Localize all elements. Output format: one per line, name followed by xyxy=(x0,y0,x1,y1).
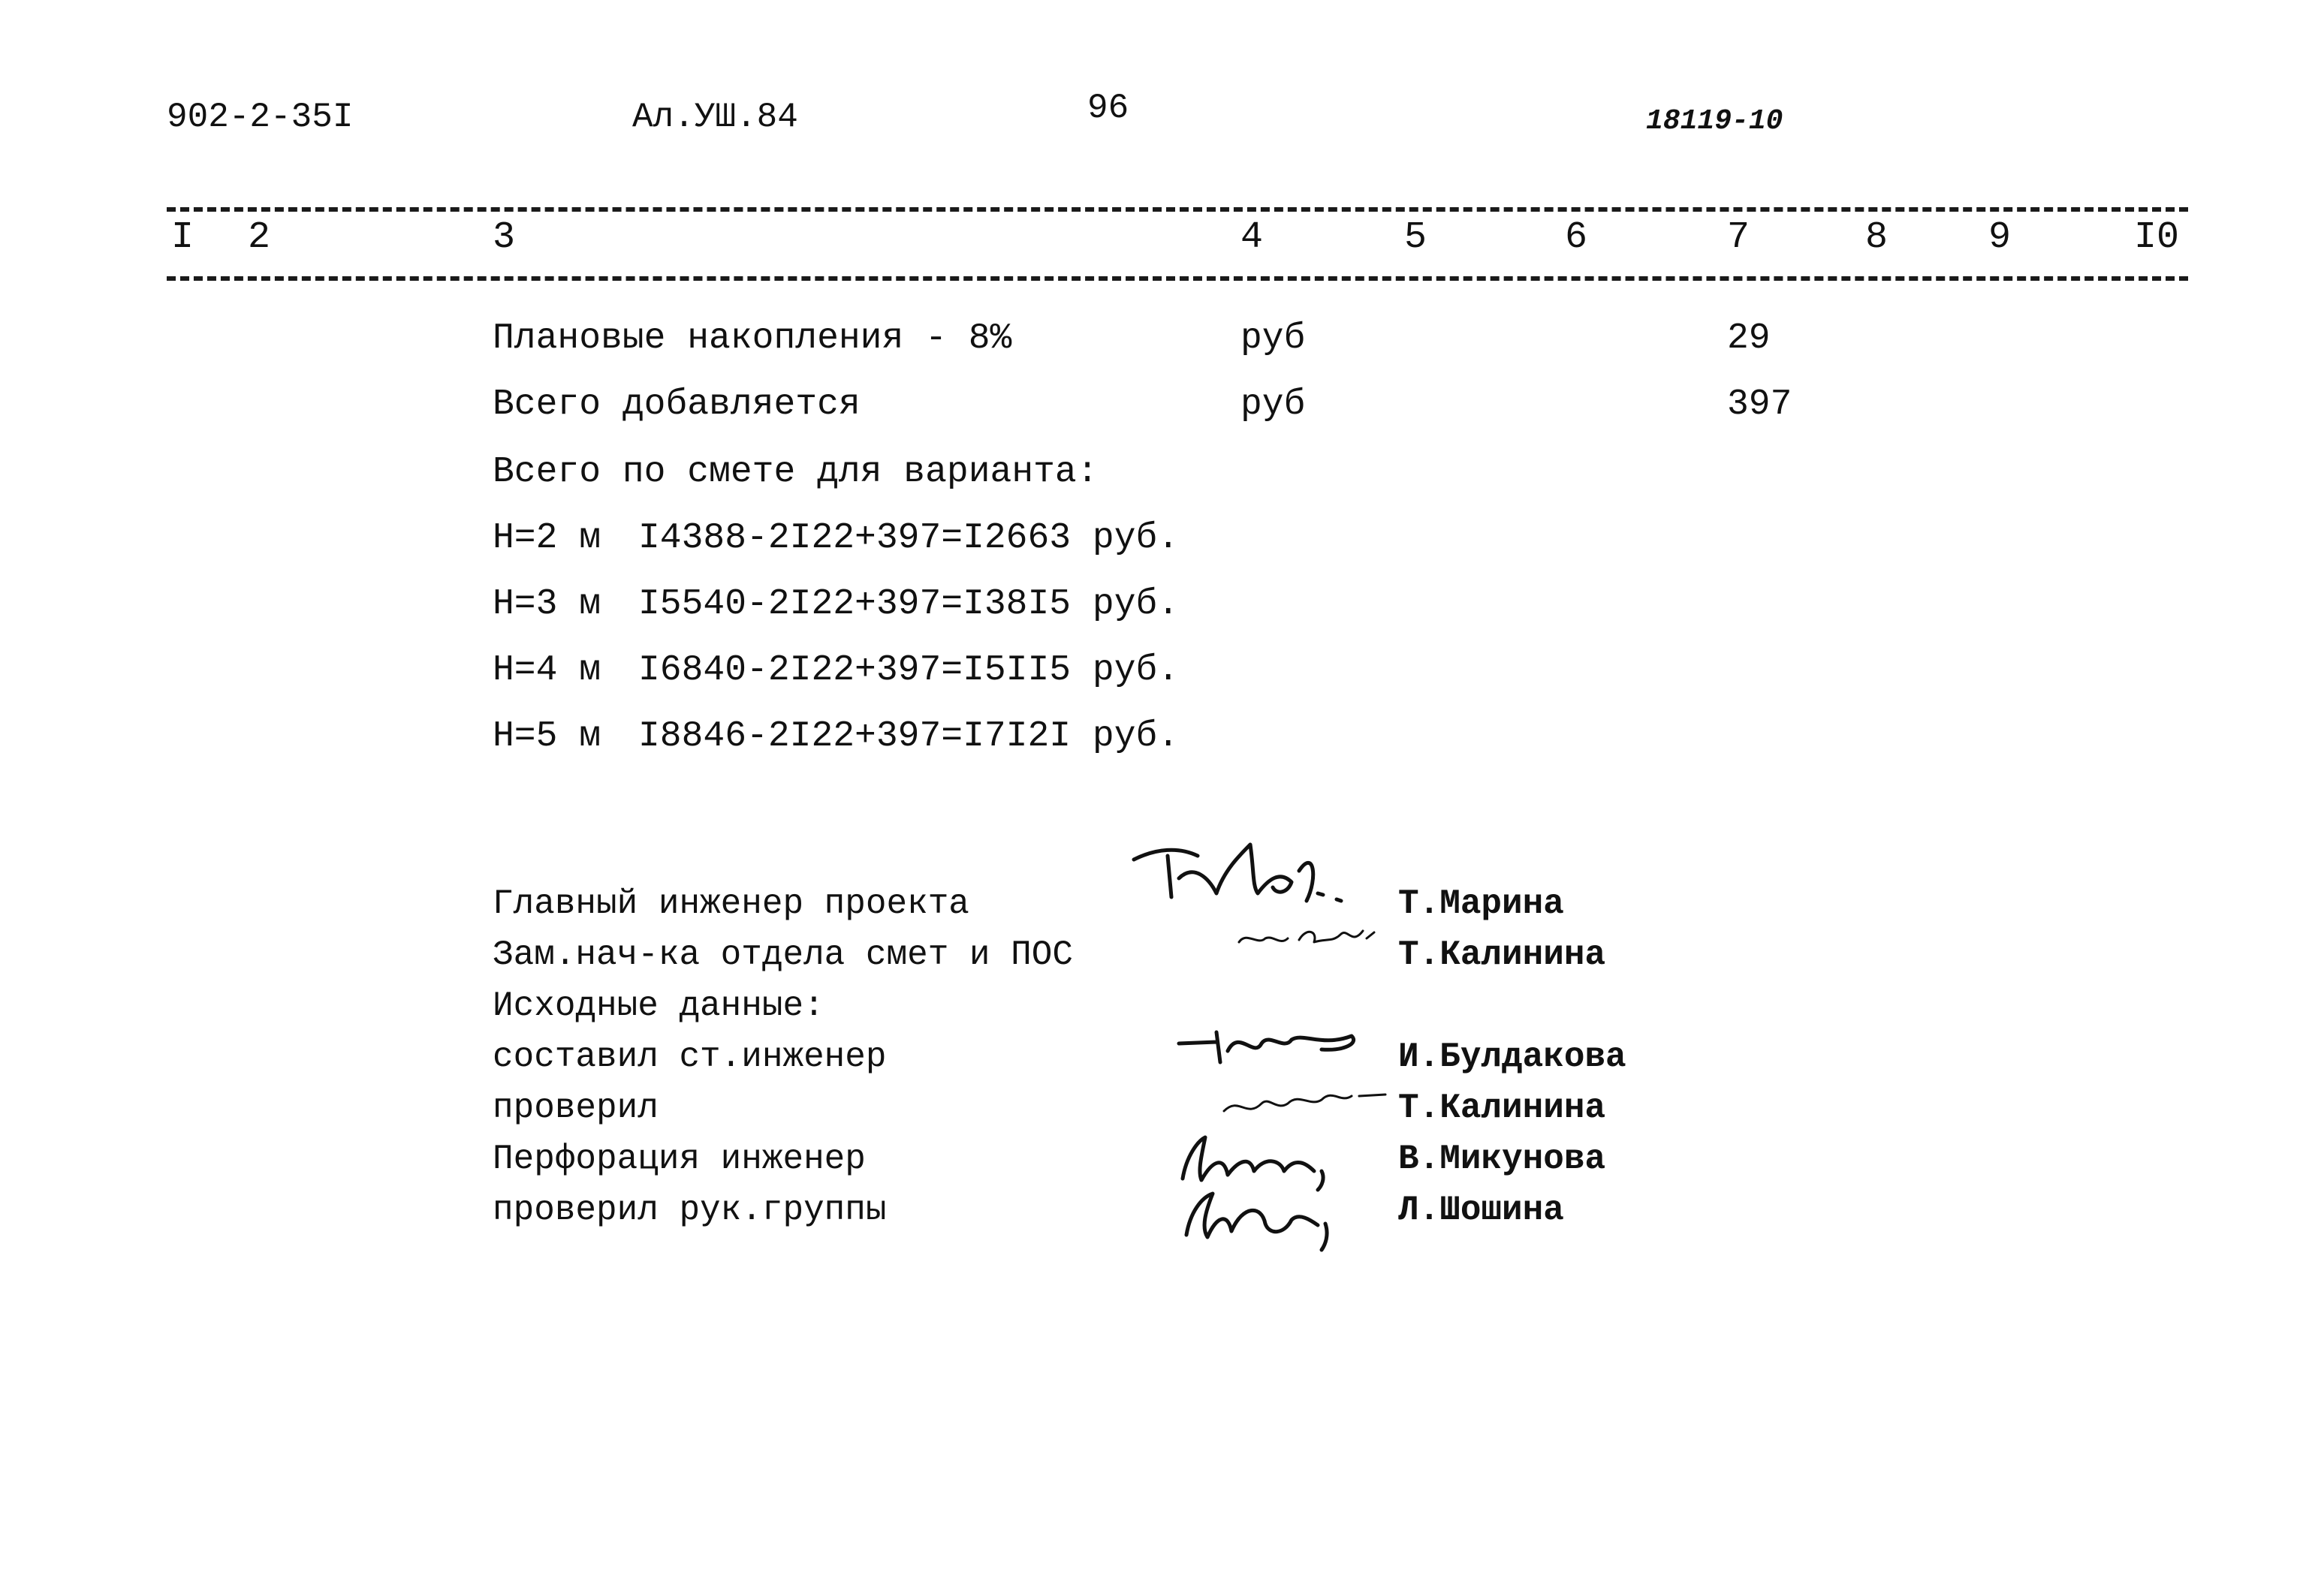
column-header-8: 8 xyxy=(1865,216,1889,259)
variant-calculation: I4388-2I22+397=I2663 руб. xyxy=(638,518,1180,559)
signature-role: Главный инженер проекта xyxy=(493,884,969,923)
signer-name: И.Булдакова xyxy=(1398,1037,1626,1077)
row-total-added-value: 397 xyxy=(1727,384,1792,425)
album-number: Ал.УШ.84 xyxy=(632,98,798,137)
variant-label: Н=2 м xyxy=(493,518,601,559)
row-planned-savings-value: 29 xyxy=(1727,318,1771,359)
signature-role: проверил xyxy=(493,1089,659,1128)
row-total-added-text: Всего добавляется xyxy=(493,384,861,425)
variant-calculation: I5540-2I22+397=I38I5 руб. xyxy=(638,584,1180,625)
column-header-5: 5 xyxy=(1404,216,1427,259)
column-header-7: 7 xyxy=(1727,216,1750,259)
column-header-6: 6 xyxy=(1565,216,1588,259)
handwritten-signature xyxy=(1126,826,1359,916)
signer-name: В.Микунова xyxy=(1398,1140,1606,1179)
row-planned-savings-text: Плановые накопления - 8% xyxy=(493,318,1012,359)
signature-role: Перфорация инженер xyxy=(493,1140,866,1179)
variant-label: Н=3 м xyxy=(493,584,601,625)
signer-name: Т.Марина xyxy=(1398,884,1564,923)
total-heading: Всего по смете для варианта: xyxy=(493,452,1099,492)
column-header-9: 9 xyxy=(1988,216,2012,259)
signer-name: Т.Калинина xyxy=(1398,935,1606,974)
registration-stamp: 18119-10 xyxy=(1646,105,1783,137)
column-header-1: I xyxy=(171,216,194,259)
signer-name: Т.Калинина xyxy=(1398,1089,1606,1128)
variant-calculation: I8846-2I22+397=I7I2I руб. xyxy=(638,716,1180,757)
variant-label: Н=4 м xyxy=(493,650,601,691)
column-header-3: 3 xyxy=(493,216,516,259)
variant-calculation: I6840-2I22+397=I5II5 руб. xyxy=(638,650,1180,691)
handwritten-signature xyxy=(1171,1021,1367,1074)
handwritten-signature xyxy=(1231,916,1382,961)
row-total-added-unit: руб xyxy=(1240,384,1306,425)
signature-role: проверил рук.группы xyxy=(493,1191,887,1230)
document-code: 902-2-35I xyxy=(167,98,354,137)
handwritten-signature xyxy=(1171,1179,1344,1254)
row-planned-savings-unit: руб xyxy=(1240,318,1306,359)
column-header-4: 4 xyxy=(1240,216,1264,259)
table-header-bottom-rule xyxy=(167,276,2188,281)
signature-role: Исходные данные: xyxy=(493,986,824,1025)
page-number: 96 xyxy=(1087,89,1129,128)
column-header-2: 2 xyxy=(248,216,271,259)
signature-role: составил ст.инженер xyxy=(493,1037,887,1077)
table-header-top-rule xyxy=(167,207,2188,212)
signer-name: Л.Шошина xyxy=(1398,1191,1564,1230)
column-header-10: I0 xyxy=(2134,216,2180,259)
signature-role: Зам.нач-ка отдела смет и ПОС xyxy=(493,935,1073,974)
variant-label: Н=5 м xyxy=(493,716,601,757)
handwritten-signature xyxy=(1216,1074,1397,1126)
